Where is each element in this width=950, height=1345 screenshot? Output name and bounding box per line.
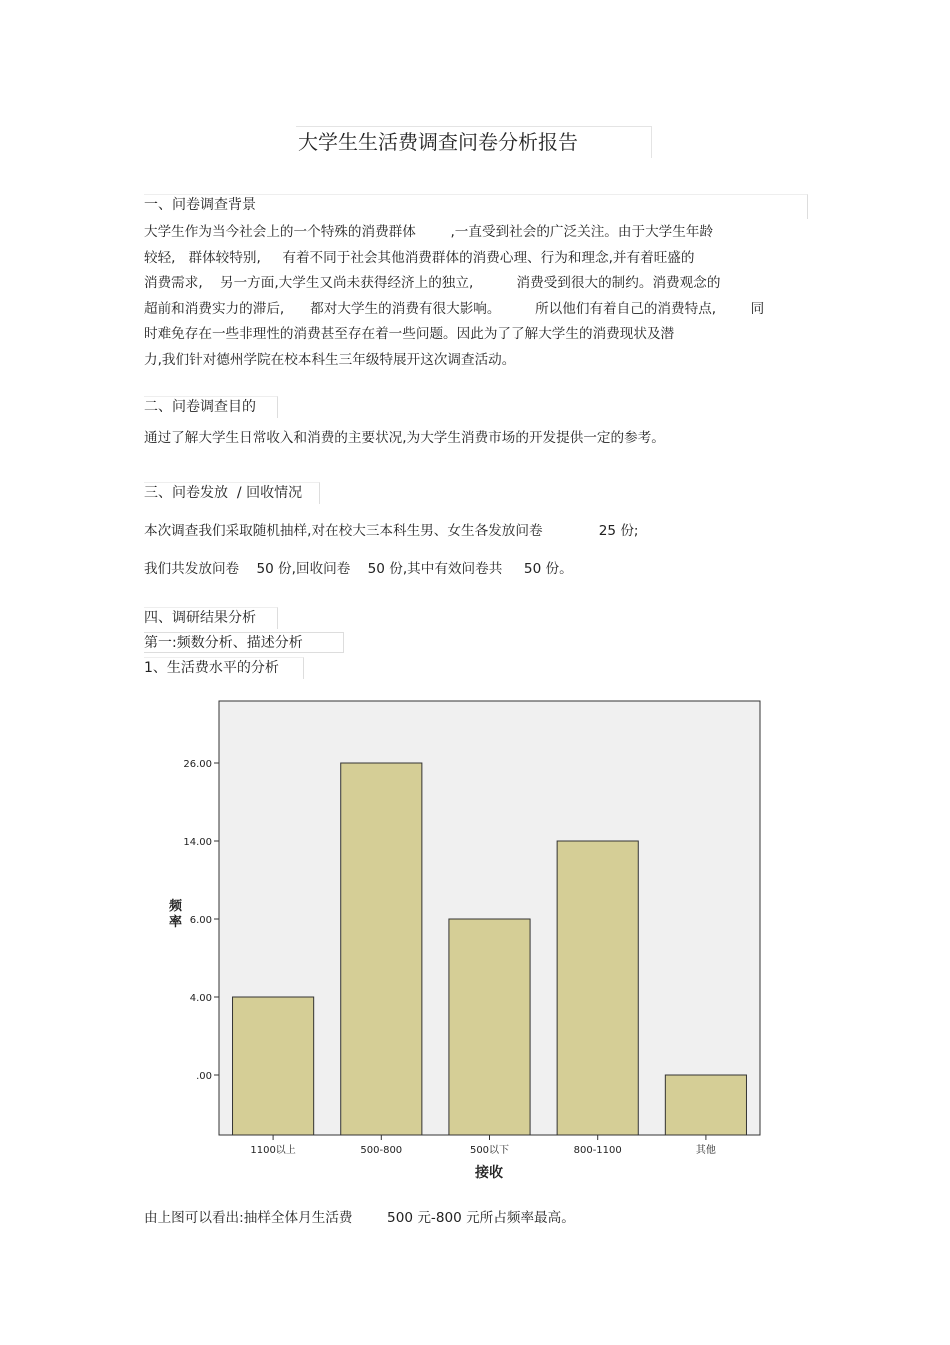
paragraph-line: 时难免存在一些非理性的消费甚至存在着一些问题。因此为了了解大学生的消费现状及潜 [144,326,675,342]
section-4-heading: 四、调研结果分析 [144,607,278,629]
paragraph-line: 大学生作为当今社会上的一个特殊的消费群体 ,一直受到社会的广泛关注。由于大学生年龄 [144,224,714,240]
bar-500以下 [449,919,530,1135]
section-2-heading: 二、问卷调查目的 [144,396,278,418]
y-tick-label: .00 [196,1071,212,1082]
bar-1100以上 [233,997,314,1135]
x-axis-label: 接收 [475,1165,503,1181]
section-3-line-1: 本次调查我们采取随机抽样,对在校大三本科生男、女生各发放问卷 25 份; [144,523,639,539]
x-tick-label: 其他 [695,1145,716,1156]
y-axis-label: 频率 [169,899,183,930]
section-1-paragraph [144,220,809,373]
section-4-item: 1、生活费水平的分析 [144,657,304,679]
bar-800-1100 [557,841,638,1135]
x-tick-label: 800-1100 [573,1145,622,1156]
section-2-text: 通过了解大学生日常收入和消费的主要状况,为大学生消费市场的开发提供一定的参考。 [144,430,665,446]
x-tick-label: 500以下 [469,1145,510,1156]
bar-500-800 [341,763,422,1135]
bar-其他 [665,1075,746,1135]
page-title: 大学生生活费调查问卷分析报告 [296,126,652,158]
bar-chart [155,692,775,1192]
x-tick-label: 500-800 [360,1145,403,1156]
section-4-subheading: 第一:频数分析、描述分析 [144,632,344,653]
y-tick-label: 14.00 [183,837,212,848]
y-tick-label: 26.00 [183,759,212,770]
section-3-line-2: 我们共发放问卷 50 份,回收问卷 50 份,其中有效问卷共 50 份。 [144,561,573,577]
paragraph-line: 较轻, 群体较特别, 有着不同于社会其他消费群体的消费心理、行为和理念,并有着旺盛的 [144,249,695,266]
x-tick-label: 1100以上 [250,1145,296,1156]
y-tick-label: 6.00 [189,915,212,926]
section-1-heading: 一、问卷调查背景 [144,194,808,219]
section-3-heading: 三、问卷发放 / 回收情况 [144,482,320,504]
paragraph-line: 超前和消费实力的滞后, 都对大学生的消费有很大影响。 所以他们有着自己的消费特点, 同 [144,300,765,317]
conclusion-text: 由上图可以看出:抽样全体月生活费 500 元-800 元所占频率最高。 [144,1210,575,1226]
paragraph-line: 力,我们针对德州学院在校本科生三年级特展开这次调查活动。 [144,351,516,368]
bar-chart-svg [155,692,775,1192]
y-tick-label: 4.00 [189,993,212,1004]
paragraph-line: 消费需求, 另一方面,大学生又尚未获得经济上的独立, 消费受到很大的制约。消费观念的 [144,275,721,291]
